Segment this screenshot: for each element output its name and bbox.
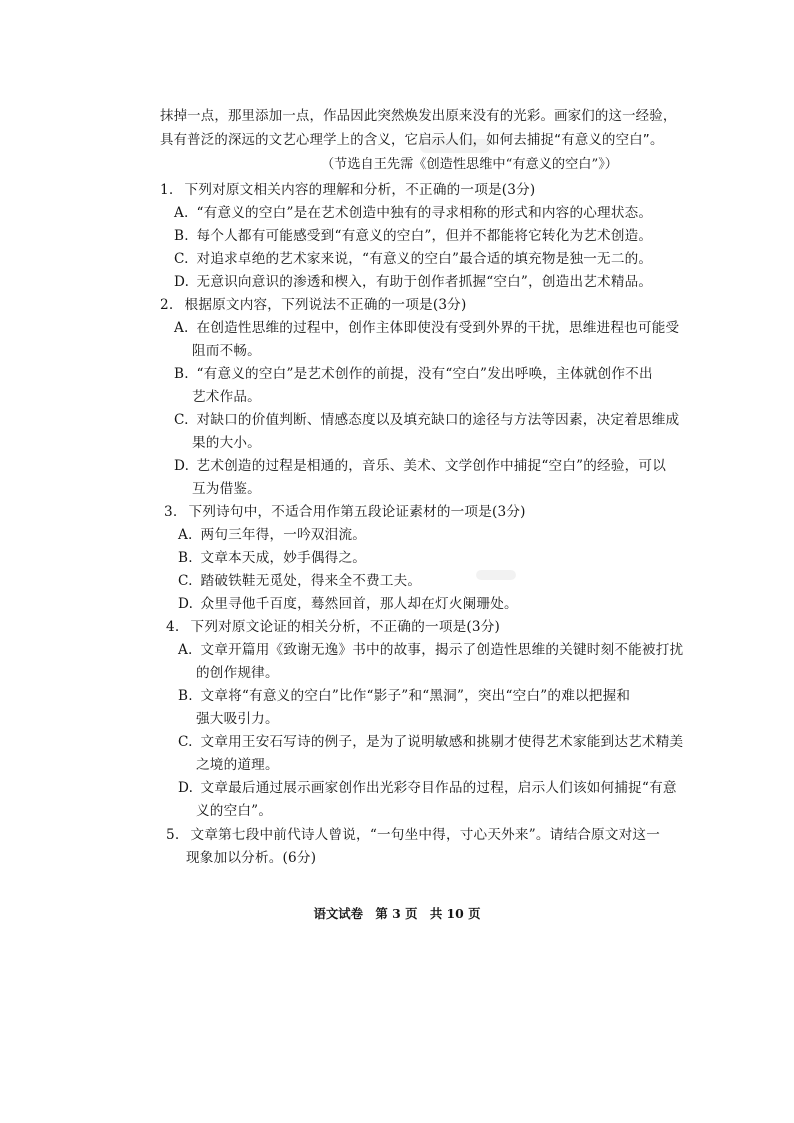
question-number: 5. <box>166 827 180 843</box>
option-label: A. <box>178 527 193 543</box>
option-label: B. <box>174 228 189 244</box>
question-number: 2. <box>160 297 174 313</box>
question-2-option-b <box>174 365 653 383</box>
option-label: B. <box>178 688 193 704</box>
question-3-option-c <box>178 572 421 590</box>
question-2-option-c <box>174 411 679 429</box>
passage-line-2: 具有普泛的深远的文艺心理学上的含义，它启示人们，如何去捕捉“有意义的空白”。 <box>160 133 664 148</box>
passage-line-1: 抹掉一点，那里添加一点，作品因此突然焕发出原来没有的光彩。画家们的这一经验， <box>160 109 677 124</box>
question-text: 文章第七段中前代诗人曾说，“一句坐中得，寸心天外来”。请结合原文对这一 <box>190 827 661 843</box>
question-5-stem <box>166 826 660 844</box>
question-1-stem <box>160 181 535 199</box>
question-1-option-c <box>174 250 652 268</box>
question-3-stem <box>164 503 526 521</box>
question-5-stem-cont: 现象加以分析。(6分) <box>186 850 317 866</box>
option-label: D. <box>178 596 194 612</box>
question-4-option-d <box>178 779 677 797</box>
option-text: 文章用王安石写诗的例子，是为了说明敏感和挑剔才使得艺术家能到达艺术精美 <box>200 734 684 750</box>
question-number: 4. <box>166 619 180 635</box>
question-1-option-b <box>174 227 652 245</box>
question-3-option-b <box>178 549 366 567</box>
question-3-option-d <box>178 595 518 613</box>
option-text: 对追求卓绝的艺术家来说，“有意义的空白”最合适的填充物是独一无二的。 <box>196 251 653 267</box>
option-text: 文章开篇用《致谢无逸》书中的故事，揭示了创造性思维的关键时刻不能被打扰 <box>200 642 684 658</box>
option-label: C. <box>174 251 189 267</box>
option-label: D. <box>178 780 194 796</box>
question-4-option-b <box>178 687 630 705</box>
option-label: A. <box>178 642 193 658</box>
question-2-option-d-cont: 互为借鉴。 <box>192 481 261 497</box>
scan-smudge <box>476 570 516 580</box>
question-2-option-a <box>174 319 679 337</box>
question-4-option-d-cont: 义的空白”。 <box>196 803 273 819</box>
option-text: 踏破铁鞋无觅处，得来全不费工夫。 <box>200 573 422 589</box>
question-4-option-a <box>178 641 683 659</box>
option-text: 文章本天成，妙手偶得之。 <box>200 550 367 566</box>
question-4-option-c <box>178 733 683 751</box>
option-label: C. <box>174 412 189 428</box>
option-text: “有意义的空白”是在艺术创造中独有的寻求相称的形式和内容的心理状态。 <box>196 205 653 221</box>
option-label: D. <box>174 274 190 290</box>
question-2-option-c-cont: 果的大小。 <box>192 435 261 451</box>
passage-source: （节选自王先霈《创造性思维中“有意义的空白”》） <box>320 157 618 172</box>
question-2-stem <box>160 296 466 314</box>
option-text: 对缺口的价值判断、情感态度以及填充缺口的途径与方法等因素，决定着思维成 <box>196 412 680 428</box>
option-text: 艺术创造的过程是相通的，音乐、美术、文学创作中捕捉“空白”的经验，可以 <box>196 458 667 474</box>
option-text: 文章将“有意义的空白”比作“影子”和“黑洞”，突出“空白”的难以把握和 <box>200 688 631 704</box>
option-label: C. <box>178 573 193 589</box>
question-text: 下列对原文论证的相关分析，不正确的一项是(3分) <box>190 619 501 635</box>
question-3-option-a <box>178 526 366 544</box>
question-1-option-d <box>174 273 652 291</box>
option-label: B. <box>178 550 193 566</box>
option-text: 众里寻他千百度，蓦然回首，那人却在灯火阑珊处。 <box>200 596 518 612</box>
option-text: “有意义的空白”是艺术创作的前提，没有“空白”发出呼唤，主体就创作不出 <box>196 366 653 382</box>
option-label: D. <box>174 458 190 474</box>
question-4-stem <box>166 618 500 636</box>
question-number: 3. <box>164 504 178 520</box>
question-text: 下列诗句中，不适合用作第五段论证素材的一项是(3分) <box>188 504 526 520</box>
page-footer: 语文试卷 第 3 页 共 10 页 <box>313 906 481 921</box>
question-4-option-b-cont: 强大吸引力。 <box>196 711 279 727</box>
option-text: 每个人都有可能感受到“有意义的空白”，但并不都能将它转化为艺术创造。 <box>196 228 653 244</box>
question-1-option-a <box>174 204 652 222</box>
question-2-option-b-cont: 艺术作品。 <box>192 389 261 405</box>
option-label: A. <box>174 205 189 221</box>
question-text: 根据原文内容，下列说法不正确的一项是(3分) <box>184 297 467 313</box>
question-2-option-a-cont: 阻而不畅。 <box>192 343 261 359</box>
option-label: C. <box>178 734 193 750</box>
question-number: 1. <box>160 182 174 198</box>
option-label: B. <box>174 366 189 382</box>
option-text: 无意识向意识的渗透和楔入，有助于创作者抓握“空白”，创造出艺术精品。 <box>196 274 653 290</box>
option-text: 两句三年得，一吟双泪流。 <box>200 527 367 543</box>
question-2-option-d <box>174 457 666 475</box>
option-text: 文章最后通过展示画家创作出光彩夺目作品的过程，启示人们该如何捕捉“有意 <box>200 780 677 796</box>
option-text: 在创造性思维的过程中，创作主体即使没有受到外界的干扰，思维进程也可能受 <box>196 320 680 336</box>
question-text: 下列对原文相关内容的理解和分析，不正确的一项是(3分) <box>184 182 536 198</box>
option-label: A. <box>174 320 189 336</box>
question-4-option-c-cont: 之境的道理。 <box>196 757 279 773</box>
question-4-option-a-cont: 的创作规律。 <box>196 665 279 681</box>
